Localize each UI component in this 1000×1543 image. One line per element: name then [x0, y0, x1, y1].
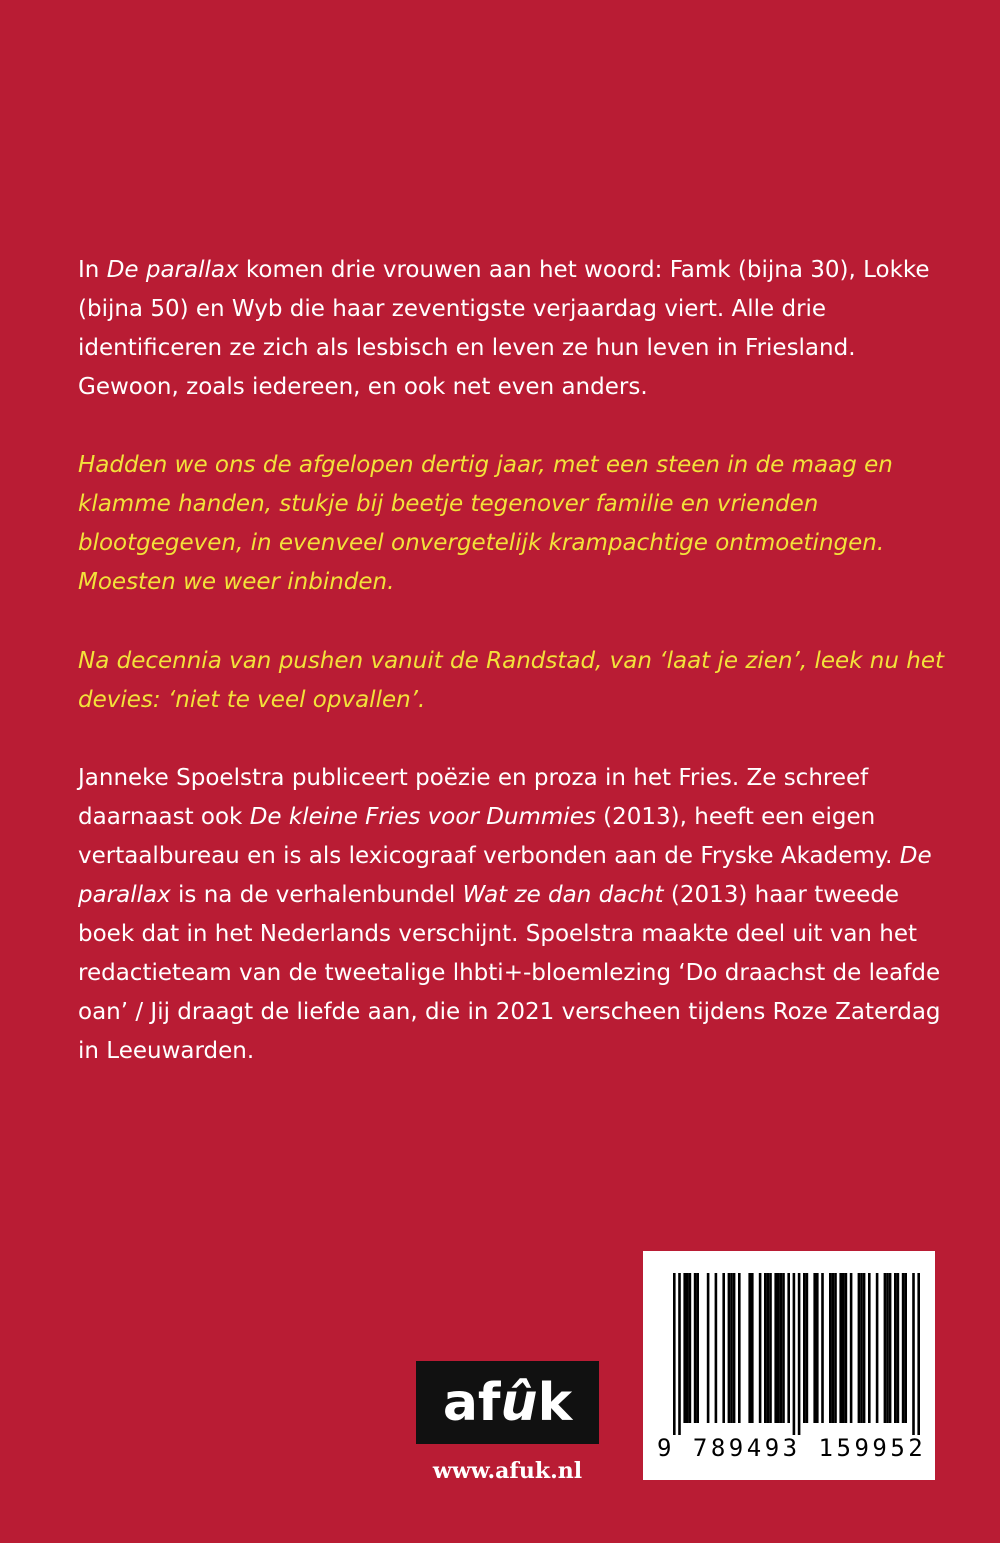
- barcode-bar: [759, 1273, 762, 1423]
- barcode-bar: [730, 1273, 733, 1423]
- barcode-bar: [798, 1273, 801, 1435]
- intro-word: In: [78, 257, 100, 283]
- quote-paragraph-2: Na decennia van pushen vanuit de Randstad, van ‘laat je zien’, leek nu het devies: ‘niet te veel opvallen’.: [78, 648, 945, 713]
- barcode-bar: [845, 1273, 848, 1423]
- bio-book-1: De kleine Fries voor Dummies: [249, 804, 596, 830]
- author-bio-paragraph: [78, 759, 958, 1071]
- barcode-bar: [707, 1273, 710, 1423]
- barcode-bar: [733, 1273, 736, 1423]
- barcode-bar: [829, 1273, 832, 1423]
- barcode-bar: [876, 1273, 879, 1423]
- barcode-bar: [738, 1273, 741, 1423]
- barcode-bar: [696, 1273, 699, 1423]
- barcode-bar: [858, 1273, 861, 1423]
- barcode-digits: 9 789493 159952: [657, 1434, 927, 1462]
- barcode-bar: [832, 1273, 835, 1423]
- publisher-logo: [416, 1361, 599, 1444]
- logo-part-1: af: [442, 1372, 501, 1433]
- barcode-bar: [850, 1273, 853, 1423]
- barcode-bar: [886, 1273, 889, 1423]
- barcode-bar: [782, 1273, 785, 1423]
- barcode-bar: [689, 1273, 692, 1423]
- barcode-bar: [777, 1273, 780, 1423]
- bio-text-4: (2013) haar tweede boek dat in het Nederlands verschijnt. Spoelstra maakte deel uit van het redactieteam van de tweetalige lhbti+-bloemlezing ‘Do draachst de leafde oan’ / Jij draagt de liefde aan, die in 2021 verscheen tijdens Roze Zaterdag in Leeuwarden.: [78, 882, 941, 1064]
- bio-text-1: Janneke Spoelstra publiceert poëzie en proza in het Fries. Ze schreef daarnaast ook: [78, 765, 869, 830]
- barcode-bar: [860, 1273, 863, 1423]
- logo-part-3: k: [537, 1372, 573, 1433]
- barcode-bar: [839, 1273, 842, 1423]
- barcode-bar: [897, 1273, 900, 1423]
- barcode-bar: [748, 1273, 751, 1423]
- barcode-bar: [780, 1273, 783, 1423]
- logo-part-2: û: [500, 1372, 538, 1433]
- barcode-bar: [902, 1273, 905, 1423]
- barcode-bar: [774, 1273, 777, 1423]
- bio-text-3: is na de verhalenbundel: [178, 882, 456, 908]
- barcode-bar: [884, 1273, 887, 1423]
- barcode-bar: [787, 1273, 790, 1423]
- barcode-bar: [678, 1273, 681, 1435]
- publisher-logo-text: [442, 1372, 573, 1433]
- barcode-bar: [863, 1273, 866, 1423]
- barcode: [643, 1251, 935, 1480]
- barcode-bar: [767, 1273, 770, 1423]
- bio-text-2: (2013), heeft een eigen vertaalbureau en is als lexicograaf verbonden aan de Fryske Akademy.: [78, 804, 893, 869]
- barcode-bar: [728, 1273, 731, 1423]
- bio-book-2: De parallax: [78, 843, 932, 908]
- barcode-bar: [912, 1273, 915, 1435]
- barcode-bar: [673, 1273, 676, 1435]
- barcode-bar: [821, 1273, 824, 1423]
- barcode-bar: [842, 1273, 845, 1423]
- barcode-bar: [715, 1273, 718, 1423]
- barcode-bar: [816, 1273, 819, 1423]
- quote-paragraph-1: Hadden we ons de afgelopen dertig jaar, met een steen in de maag en klamme handen, stukje bij beetje tegenover familie en vrienden blootgegeven, in evenveel onvergetelijk krampachtige ontmoetingen. Moesten we weer inbinden.: [78, 452, 893, 595]
- barcode-bar: [683, 1273, 686, 1423]
- barcode-bar: [917, 1273, 920, 1435]
- barcode-bar: [722, 1273, 725, 1423]
- intro-text: komen drie vrouwen aan het woord: Famk (bijna 30), Lokke (bijna 50) en Wyb die haar zeventigste verjaardag viert. Alle drie identificeren ze zich als lesbisch en leven ze hun leven in Friesland. Gewoon, zoals iedereen, en ook net even anders.: [78, 257, 930, 400]
- barcode-bar: [803, 1273, 806, 1423]
- bio-book-3: Wat ze dan dacht: [462, 882, 664, 908]
- barcode-bar: [769, 1273, 772, 1423]
- publisher-website: www.afuk.nl: [432, 1458, 583, 1484]
- barcode-bar: [694, 1273, 697, 1423]
- barcode-bar: [764, 1273, 767, 1423]
- intro-book-title: De parallax: [106, 257, 239, 283]
- barcode-bar: [894, 1273, 897, 1423]
- barcode-bar: [834, 1273, 837, 1423]
- barcode-bar: [686, 1273, 689, 1423]
- barcode-bar: [813, 1273, 816, 1423]
- barcode-bar: [793, 1273, 796, 1435]
- barcode-bar: [806, 1273, 809, 1423]
- intro-paragraph: [78, 251, 958, 407]
- barcode-bar: [904, 1273, 907, 1423]
- barcode-bar: [751, 1273, 754, 1423]
- barcode-bar: [868, 1273, 871, 1423]
- barcode-bar: [889, 1273, 892, 1423]
